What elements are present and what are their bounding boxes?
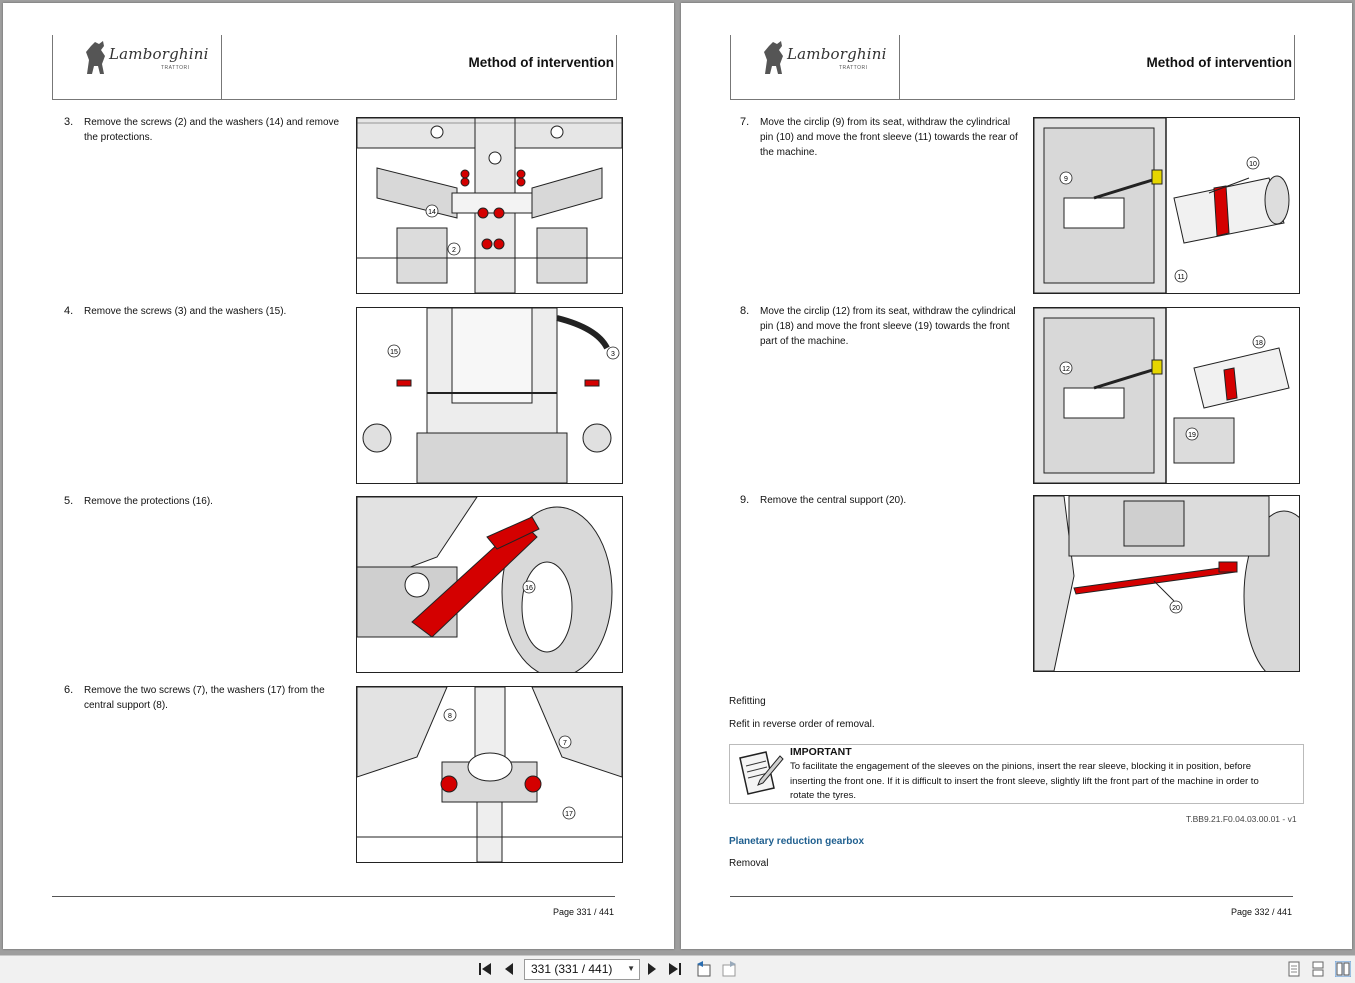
page-number: Page 332 / 441 (1230, 907, 1292, 917)
logo-wordmark: Lamborghini (787, 45, 887, 63)
dropdown-arrow-icon: ▼ (627, 964, 635, 973)
figure-step-6 (356, 686, 623, 863)
callout-11: 11 (1177, 274, 1185, 281)
footer-rule (52, 896, 615, 897)
callout-20: 20 (1172, 605, 1180, 612)
first-page-icon[interactable] (478, 960, 492, 978)
lamborghini-logo (731, 35, 900, 99)
footer-rule (730, 896, 1293, 897)
bull-logo-icon (83, 38, 109, 78)
viewer-toolbar (0, 955, 1355, 983)
bull-logo-icon (761, 38, 787, 78)
page-331: Lamborghini TRATTORI Method of intervention 3. Remove the screws (2) and the washers (14) and remove the protections. 14 2 4. Remove the screws (3) and the washers (15). 15 3 5. Remove the protections (16). 16 6. Remove the two screws (7), the washers (17) from the central support (8). 8 7 17 Page 331 / 441 (3, 3, 674, 949)
callout-14: 14 (428, 209, 436, 216)
refit-text: Refit in reverse order of removal. (729, 719, 875, 730)
callout-7: 7 (563, 740, 567, 747)
page-selector[interactable]: 331 (331 / 441) ▼ (524, 959, 640, 980)
callout-8: 8 (448, 713, 452, 720)
important-title: IMPORTANT (790, 746, 852, 758)
back-view-icon[interactable] (695, 960, 713, 978)
figure-step-8 (1033, 307, 1300, 484)
refitting-heading: Refitting (729, 696, 766, 707)
callout-17: 17 (565, 811, 573, 818)
previous-page-icon[interactable] (503, 960, 515, 978)
figure-step-5 (356, 496, 623, 673)
callout-15: 15 (390, 349, 398, 356)
callout-2: 2 (452, 247, 456, 254)
page-number: Page 331 / 441 (552, 907, 614, 917)
forward-view-icon[interactable] (720, 960, 738, 978)
figure-step-9 (1033, 495, 1300, 672)
callout-10: 10 (1249, 161, 1257, 168)
callout-12: 12 (1062, 366, 1070, 373)
facing-pages-view-icon[interactable] (1335, 961, 1351, 977)
figure-step-4 (356, 307, 623, 484)
page-title: Method of intervention (1146, 55, 1292, 70)
next-page-icon[interactable] (646, 960, 658, 978)
logo-subtext: TRATTORI (839, 65, 868, 71)
callout-16: 16 (525, 585, 533, 592)
continuous-view-icon[interactable] (1311, 961, 1325, 977)
figure-step-7 (1033, 117, 1300, 294)
reference-code: T.BB9.21.F0.04.03.00.01 - v1 (1186, 814, 1297, 824)
callout-9: 9 (1064, 176, 1068, 183)
page-header (730, 35, 1295, 100)
single-page-view-icon[interactable] (1287, 961, 1301, 977)
logo-subtext: TRATTORI (161, 65, 190, 71)
clipboard-pen-icon (734, 748, 784, 798)
page-332: Lamborghini TRATTORI Method of intervention 7. Move the circlip (9) from its seat, withdraw the cylindrical pin (10) and move the front sleeve (11) towards the rear of the machine. 9 10 11 8. Move the circlip (12) from its seat, withdraw the cylindrical pin (18) and move the front sleeve (19) towards the front part of the machine. 12 18 19 9. Remove the central support (20). 20 Refitting Refit in reverse order of removal. IMPORTANT To facilitate the engagement of the sleeves on the pinions, insert the rear sleeve, blocking it in position, before inserting the front one. If it is difficult to insert the front sleeve, slightly lift the front part of the machine in order to rotate the tyres. T.BB9.21.F0.04.03.00.01 - v1 Planetary reduction gearbox Removal Page 332 / 441 (681, 3, 1352, 949)
section-title: Planetary reduction gearbox (729, 836, 865, 847)
figure-step-3 (356, 117, 623, 294)
page-header (52, 35, 617, 100)
callout-18: 18 (1255, 340, 1263, 347)
callout-19: 19 (1188, 432, 1196, 439)
important-note (729, 744, 1304, 804)
important-text: To facilitate the engagement of the sleeves on the pinions, insert the rear sleeve, blocking it in position, before inserting the front one. If it is difficult to insert the front sleeve, slightly lift the front part of the machine in order to rotate the tyres. (790, 761, 1259, 801)
removal-heading: Removal (729, 858, 769, 869)
lamborghini-logo (53, 35, 222, 99)
last-page-icon[interactable] (668, 960, 682, 978)
logo-wordmark: Lamborghini (109, 45, 209, 63)
page-title: Method of intervention (468, 55, 614, 70)
callout-3: 3 (611, 351, 615, 358)
